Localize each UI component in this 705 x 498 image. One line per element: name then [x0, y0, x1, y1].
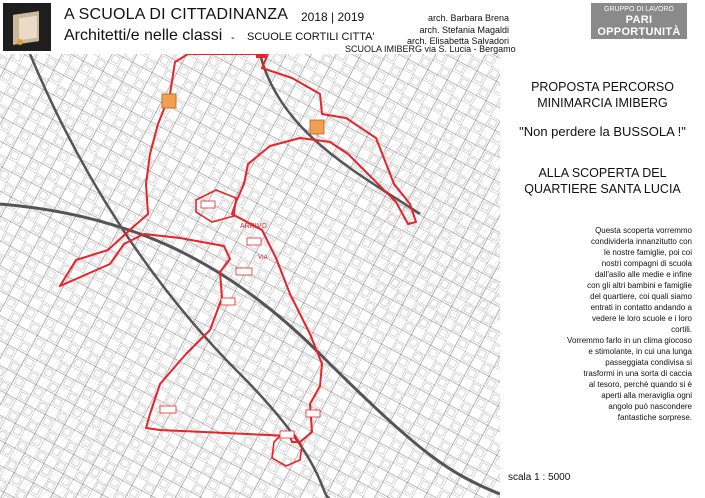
body-line: con gli altri bambini e famiglie: [587, 281, 692, 290]
architect-2: arch. Stefania Magaldi: [419, 25, 509, 35]
architect-3: arch. Elisabetta Salvadori: [406, 36, 509, 46]
subtitle: SCUOLE CORTILI CITTA': [247, 31, 375, 43]
stop-marker-5: [160, 406, 176, 413]
stop-marker-7: [280, 431, 294, 438]
body-line: condividerla innanzitutto con: [591, 237, 692, 246]
body-line: Vorremmo farlo in un clima giocoso: [567, 336, 692, 345]
school-icon-1: [162, 94, 176, 108]
stop-marker-4: [221, 298, 235, 305]
school-address: via S. Lucia - Bergamo: [424, 44, 516, 54]
stop-marker-2: [247, 238, 261, 245]
body-line: al tesoro, perchè quando si è: [588, 380, 692, 389]
school-years: 2018 | 2019: [301, 10, 365, 24]
body-line: le nostre famiglie, poi coi: [603, 248, 692, 257]
arrivo-label: ARRIVO: [240, 223, 267, 230]
proposal-heading: [500, 79, 705, 111]
neighborhood-map: [0, 54, 500, 498]
school-name: SCUOLA IMIBERG: [345, 44, 423, 54]
book-page-shape: [19, 16, 37, 41]
badge-line3: OAB: [632, 39, 646, 45]
book-dot-shape: [17, 39, 23, 45]
body-line: fantastiche sorprese.: [617, 413, 692, 422]
badge-line2: PARI OPPORTUNITÀ: [597, 14, 681, 38]
subtitle-separator: -: [231, 32, 235, 44]
body-line: Questa scoperta vorremmo: [595, 226, 692, 235]
badge-line1: GRUPPO DI LAVORO: [604, 6, 674, 13]
body-line: angolo può nascondere: [608, 402, 692, 411]
proposal-line1: PROPOSTA PERCORSO: [531, 80, 674, 94]
discover-heading: [500, 165, 705, 197]
body-line: e stimolante, in cui una lunga: [588, 347, 692, 356]
body-line: nostri compagni di scuola: [601, 259, 692, 268]
start-marker-icon: [256, 54, 266, 58]
via-label: VIA: [258, 255, 268, 261]
discover-line1: ALLA SCOPERTA DEL: [538, 166, 667, 180]
body-line: entrati in contatto andando a: [590, 303, 692, 312]
map-scale: scala 1 : 5000: [508, 472, 571, 483]
title-line2: Architetti/e nelle classi: [64, 27, 223, 44]
architect-1: arch. Barbara Brena: [427, 13, 509, 23]
stop-marker-1: [201, 201, 215, 208]
body-line: dall'asilo alle medie e infine: [594, 270, 692, 279]
stop-marker-3: [236, 268, 252, 275]
body-line: trasformi in una sorta di caccia: [583, 369, 692, 378]
body-line: passeggiata condivisa si: [605, 358, 692, 367]
slogan: "Non perdere la BUSSOLA !": [519, 124, 686, 139]
book-logo: [3, 3, 51, 51]
stop-marker-6: [306, 410, 320, 417]
proposal-line2: MINIMARCIA IMIBERG: [537, 96, 668, 110]
description-body: [532, 225, 692, 423]
school-icon-2: [310, 120, 324, 134]
title-line1: A SCUOLA DI CITTADINANZA: [64, 6, 289, 23]
discover-line2: QUARTIERE SANTA LUCIA: [524, 182, 681, 196]
body-line: del quartiere, coi quali siamo: [590, 292, 692, 301]
body-line: vedere le loro scuole e i loro: [591, 314, 692, 323]
body-line: aperti alla meraviglia ogni: [601, 391, 692, 400]
body-line: cortili.: [671, 325, 692, 334]
school-line: [345, 44, 516, 54]
green-area: [0, 354, 120, 498]
